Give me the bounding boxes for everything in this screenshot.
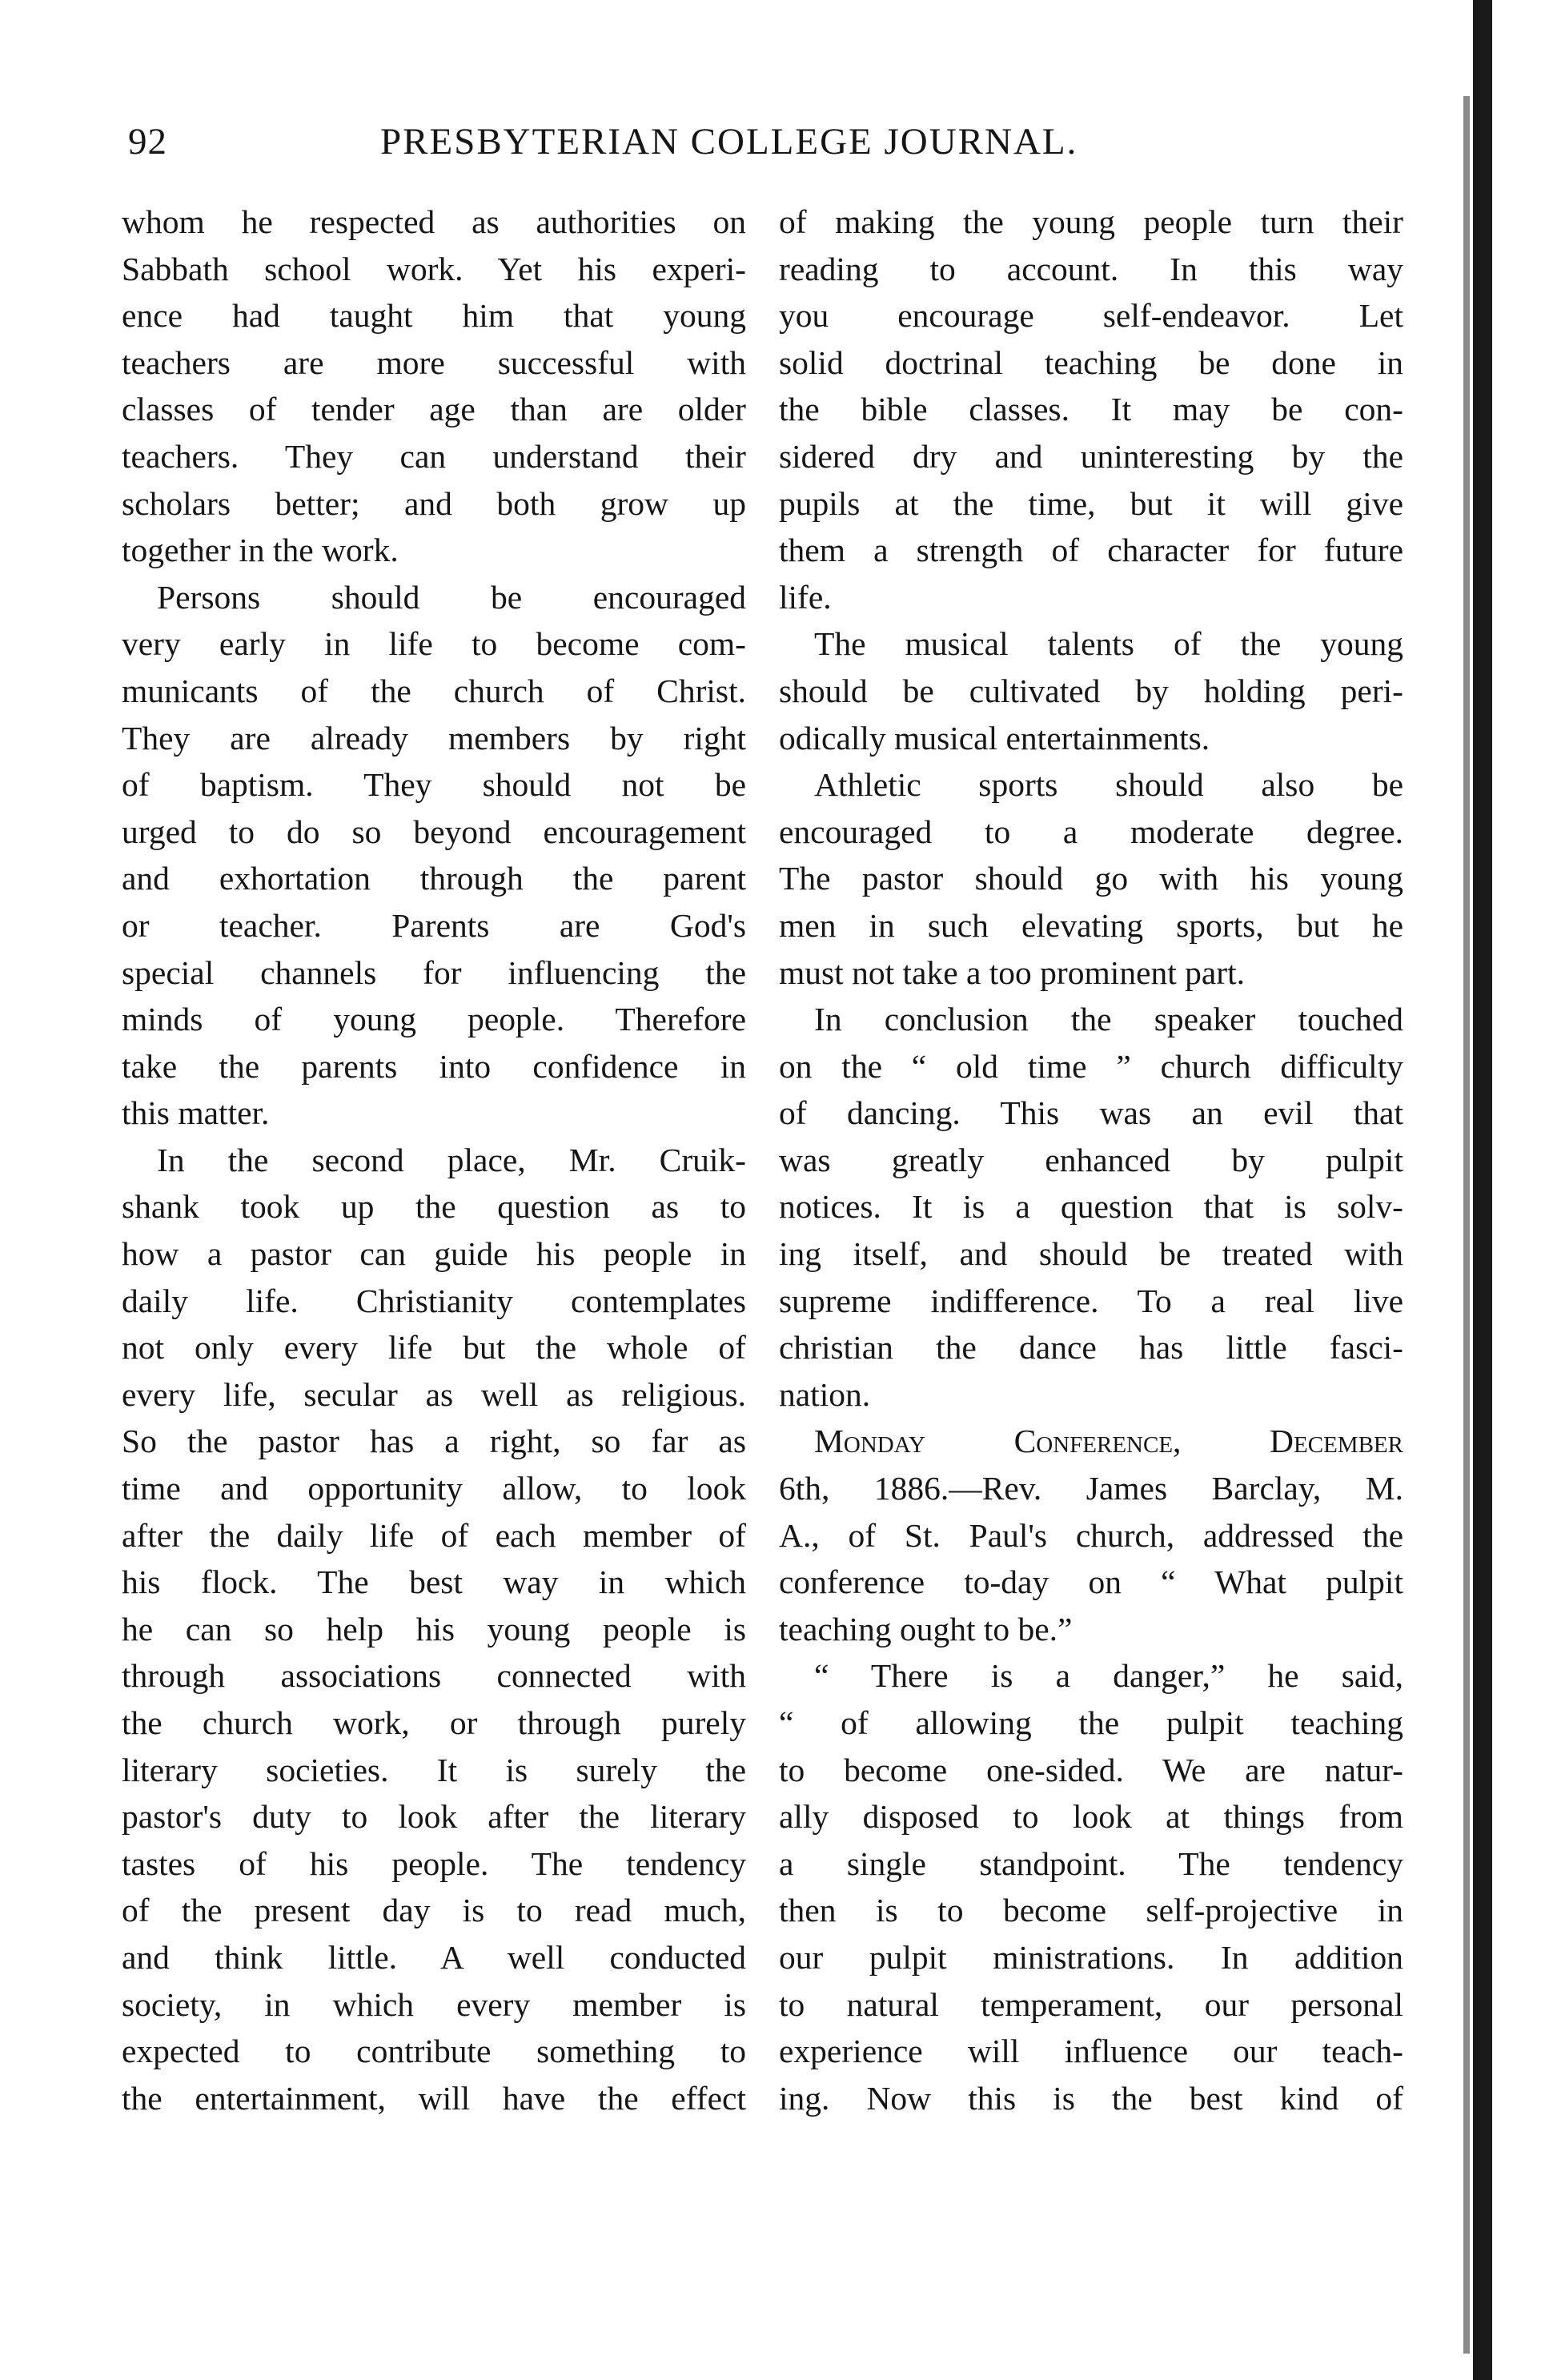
text-line: experience will influence our teach- [779,2033,1403,2070]
text-line: take the parents into confidence in [122,1047,746,1085]
right-column [779,199,1403,2121]
text-line: notices. It is a question that is solv- [779,1188,1403,1226]
text-line: should be cultivated by holding peri- [779,672,1403,709]
page-edge-gutter [1463,96,1470,2354]
text-line: ence had taught him that young [122,297,746,335]
text-line: society, in which every member is [122,1985,746,2023]
text-line: supreme indifference. To a real live [779,1282,1403,1319]
running-head [128,120,1153,176]
text-line: must not take a too prominent part. [779,953,1246,991]
text-line: through associations connected with [122,1657,746,1695]
page-edge-shadow [1473,0,1492,2380]
text-line: nation. [779,1375,871,1413]
text-line: to natural temperament, our personal [779,1985,1403,2023]
text-line: In the second place, Mr. Cruik- [157,1141,746,1178]
text-line: In conclusion the speaker touched [814,1001,1403,1038]
text-line: the bible classes. It may be con- [779,391,1403,428]
text-line: or teacher. Parents are God's [122,906,746,944]
left-column [122,199,746,2121]
text-line: scholars better; and both grow up [122,484,746,522]
text-line: very early in life to become com- [122,625,746,663]
text-line: “ of allowing the pulpit teaching [779,1704,1403,1741]
text-line: life. [779,578,832,616]
text-line: and exhortation through the parent [122,860,746,897]
text-line: then is to become self-projective in [779,1892,1403,1929]
text-line: “ There is a danger,” he said, [814,1657,1403,1695]
text-line: minds of young people. Therefore [122,1001,746,1038]
text-line: he can so help his young people is [122,1610,746,1648]
text-line: teachers are more successful with [122,343,746,381]
text-line: a single standpoint. The tendency [779,1844,1403,1882]
text-line: you encourage self-endeavor. Let [779,297,1403,335]
text-line: Sabbath school work. Yet his experi- [122,250,746,287]
text-line: 6th, 1886.—Rev. James Barclay, M. [779,1470,1403,1507]
text-line: and think little. A well conducted [122,1938,746,1976]
text-line: not only every life but the whole of [122,1329,746,1367]
text-line: municants of the church of Christ. [122,672,746,709]
text-line: our pulpit ministrations. In addition [779,1938,1403,1976]
text-line: of the present day is to read much, [122,1892,746,1929]
text-line: tastes of his people. The tendency [122,1844,746,1882]
text-line: time and opportunity allow, to look [122,1470,746,1507]
text-line: sidered dry and uninteresting by the [779,437,1403,475]
text-line: of baptism. They should not be [122,766,746,804]
text-line: Athletic sports should also be [814,766,1403,804]
text-line: pupils at the time, but it will give [779,484,1403,522]
text-line: literary societies. It is surely the [122,1751,746,1788]
text-line: was greatly enhanced by pulpit [779,1141,1403,1178]
text-line: urged to do so beyond encouragement [122,813,746,850]
text-line: teachers. They can understand their [122,437,746,475]
text-line: on the “ old time ” church difficulty [779,1047,1403,1085]
text-line: ing itself, and should be treated with [779,1235,1403,1273]
page-number: 92 [128,121,167,163]
text-line: daily life. Christianity contemplates [122,1282,746,1319]
text-line: conference to-day on “ What pulpit [779,1563,1403,1601]
text-line: the entertainment, will have the effect [122,2079,746,2117]
text-line: classes of tender age than are older [122,391,746,428]
text-line: whom he respected as authorities on [122,203,746,240]
text-line: special channels for influencing the [122,953,746,991]
text-line: So the pastor has a right, so far as [122,1423,746,1460]
text-line: this matter. [122,1094,270,1132]
text-line: after the daily life of each member of [122,1516,746,1554]
text-line: them a strength of character for future [779,532,1403,569]
text-line: expected to contribute something to [122,2033,746,2070]
text-line: how a pastor can guide his people in [122,1235,746,1273]
section-heading-line: Monday Conference, December [814,1423,1403,1460]
text-line: They are already members by right [122,719,746,757]
text-line: teaching ought to be.” [779,1610,1073,1648]
text-line: solid doctrinal teaching be done in [779,343,1403,381]
text-line: christian the dance has little fasci- [779,1329,1403,1367]
text-line: ally disposed to look at things from [779,1798,1403,1836]
text-line: his flock. The best way in which [122,1563,746,1601]
text-line: odically musical entertainments. [779,719,1210,757]
text-line: reading to account. In this way [779,250,1403,287]
text-line: together in the work. [122,532,399,569]
text-line: of making the young people turn their [779,203,1403,240]
text-line: of dancing. This was an evil that [779,1094,1403,1132]
text-line: A., of St. Paul's church, addressed the [779,1516,1403,1554]
journal-title: PRESBYTERIAN COLLEGE JOURNAL. [380,121,1078,163]
text-line: ing. Now this is the best kind of [779,2079,1403,2117]
text-line: men in such elevating sports, but he [779,906,1403,944]
text-line: The musical talents of the young [814,625,1403,663]
text-line: shank took up the question as to [122,1188,746,1226]
text-line: The pastor should go with his young [779,860,1403,897]
text-line: encouraged to a moderate degree. [779,813,1403,850]
text-line: the church work, or through purely [122,1704,746,1741]
text-line: Persons should be encouraged [157,578,746,616]
text-line: every life, secular as well as religious. [122,1375,746,1413]
text-line: to become one-sided. We are natur- [779,1751,1403,1788]
text-line: pastor's duty to look after the literary [122,1798,746,1836]
